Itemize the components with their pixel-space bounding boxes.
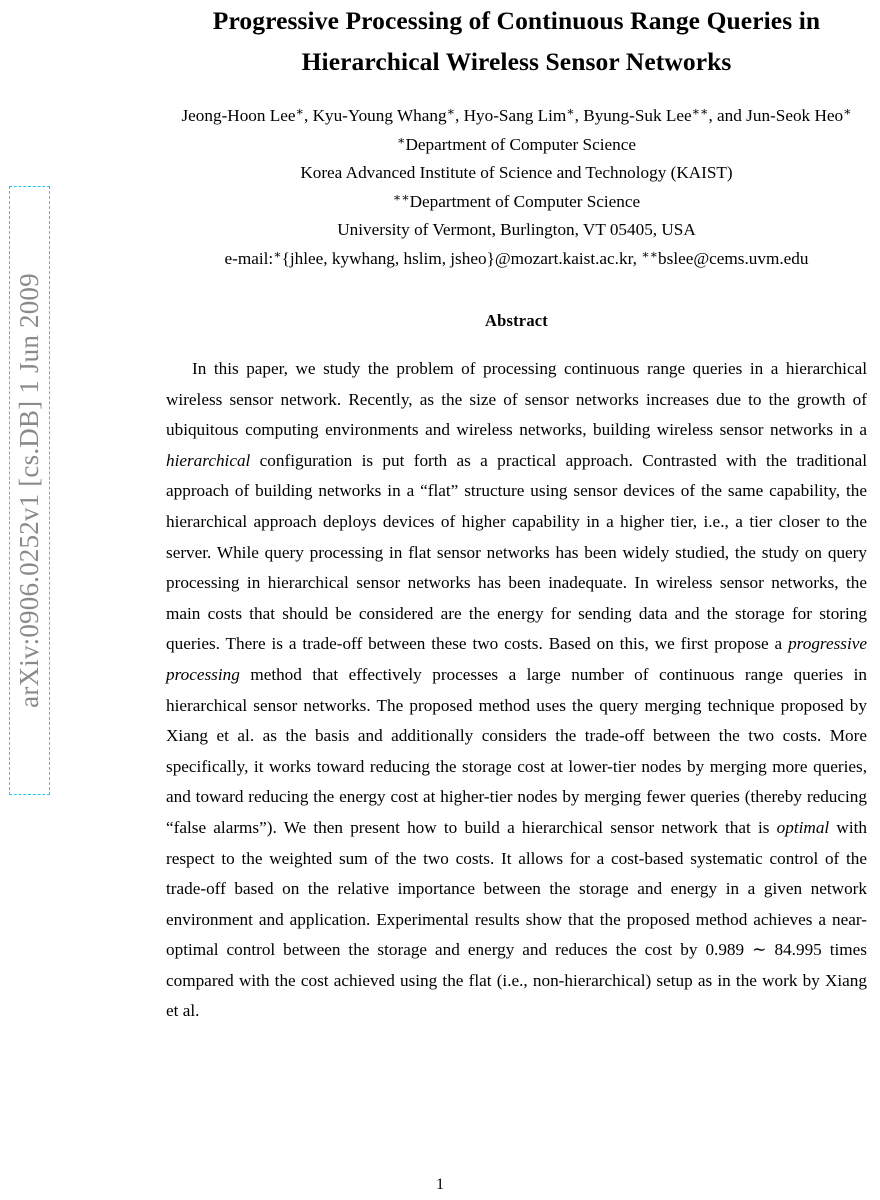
abstract-emphasis-optimal: optimal [776, 817, 830, 837]
author-name-2: Kyu-Young Whang [312, 106, 447, 125]
affiliation-1-department [166, 131, 867, 160]
author-name-3: Hyo-Sang Lim [463, 106, 567, 125]
affiliation-1-mark: ∗ [397, 132, 406, 147]
affiliation-2-institution: University of Vermont, Burlington, VT 05405, USA [337, 220, 696, 239]
email-addresses-uvm: bslee@cems.uvm.edu [658, 248, 809, 268]
email-label: e-mail: [224, 248, 274, 268]
author-separator-1: , [303, 106, 313, 125]
affiliation-1-institution: Korea Advanced Institute of Science and Technology (KAIST) [300, 163, 733, 182]
author-mark-1: ∗ [295, 104, 304, 119]
arxiv-stamp [9, 186, 50, 795]
affiliation-2-mark: ∗∗ [392, 189, 410, 204]
abstract-emphasis-hierarchical: hierarchical [166, 450, 251, 470]
title-line-2: Hierarchical Wireless Sensor Networks [301, 47, 732, 76]
author-mark-2: ∗ [446, 104, 455, 119]
author-separator-4: , and [708, 106, 747, 125]
page-title [166, 0, 867, 82]
affiliation-1-department-text: Department of Computer Science [405, 134, 636, 154]
paper-page [166, 0, 867, 1200]
author-separator-2: , [455, 106, 464, 125]
title-line-1: Progressive Processing of Continuous Range Queries in [212, 6, 821, 35]
arxiv-stamp-text: arXiv:0906.0252v1 [cs.DB] 1 Jun 2009 [14, 273, 45, 708]
affiliation-2-department [166, 188, 867, 217]
abstract-heading: Abstract [485, 311, 548, 330]
email-addresses-kaist: {jhlee, kywhang, hslim, jsheo}@mozart.kaist.ac.kr, [281, 248, 642, 268]
abstract-emphasis-progressive-processing: progressive processing [166, 634, 867, 684]
author-mark-5: ∗ [843, 104, 852, 119]
abstract-segment-1: In this paper, we study the problem of processing continuous range queries in a hierarchical wireless sensor network. Recently, as the size of sensor networks increases due to the growth of ubiquitous computing environments and wireless networks, building wireless sensor networks in a [166, 359, 867, 440]
email-line [166, 245, 867, 274]
author-name-5: Jun-Seok Heo [746, 106, 844, 125]
abstract-segment-2: configuration is put forth as a practical approach. Contrasted with the traditional approach of building networks in a “flat” structure using sensor devices of the same capability, the hierarchical approach deploys devices of higher capability in a higher tier, i.e., a tier closer to the server. While query processing in flat sensor networks has been widely studied, the study on query processing in hierarchical sensor networks has been inadequate. In wireless sensor networks, the main costs that should be considered are the energy for sending data and the storage for storing queries. There is a trade-off between these two costs. Based on this, we first propose a [166, 450, 867, 654]
author-list [166, 102, 867, 131]
frontmatter [166, 102, 867, 273]
author-name-1: Jeong-Hoon Lee [181, 106, 296, 125]
affiliation-2-department-text: Department of Computer Science [409, 191, 641, 211]
page-number: 1 [436, 1176, 444, 1193]
abstract-segment-3: method that effectively processes a large number of continuous range queries in hierarchical sensor networks. The proposed method uses the query merging technique proposed by Xiang et al. as the basis and additionally considers the trade-off between the two costs. More specifically, it works toward reducing the storage cost at lower-tier nodes by merging more queries, and toward reducing the energy cost at higher-tier nodes by merging fewer queries (thereby reducing “false alarms”). We then present how to build a hierarchical sensor network that is [166, 664, 867, 837]
author-name-4: Byung-Suk Lee [583, 106, 692, 125]
email-mark-1: ∗ [273, 246, 282, 261]
author-separator-3: , [574, 106, 584, 125]
abstract-segment-4: with respect to the weighted sum of the two costs. It allows for a cost-based systematic control of the trade-off based on the relative importance between the storage and energy in a given network environment and application. Experimental results show that the proposed method achieves a near-optimal control between the storage and energy and reduces the cost by 0.989 ∼ 84.995 times compared with the cost achieved using the flat (i.e., non-hierarchical) setup as in the work by Xiang et al. [166, 817, 867, 1021]
abstract-body [166, 331, 867, 1027]
author-mark-4: ∗∗ [691, 104, 709, 119]
author-mark-3: ∗ [566, 104, 575, 119]
email-mark-2: ∗∗ [641, 246, 659, 261]
